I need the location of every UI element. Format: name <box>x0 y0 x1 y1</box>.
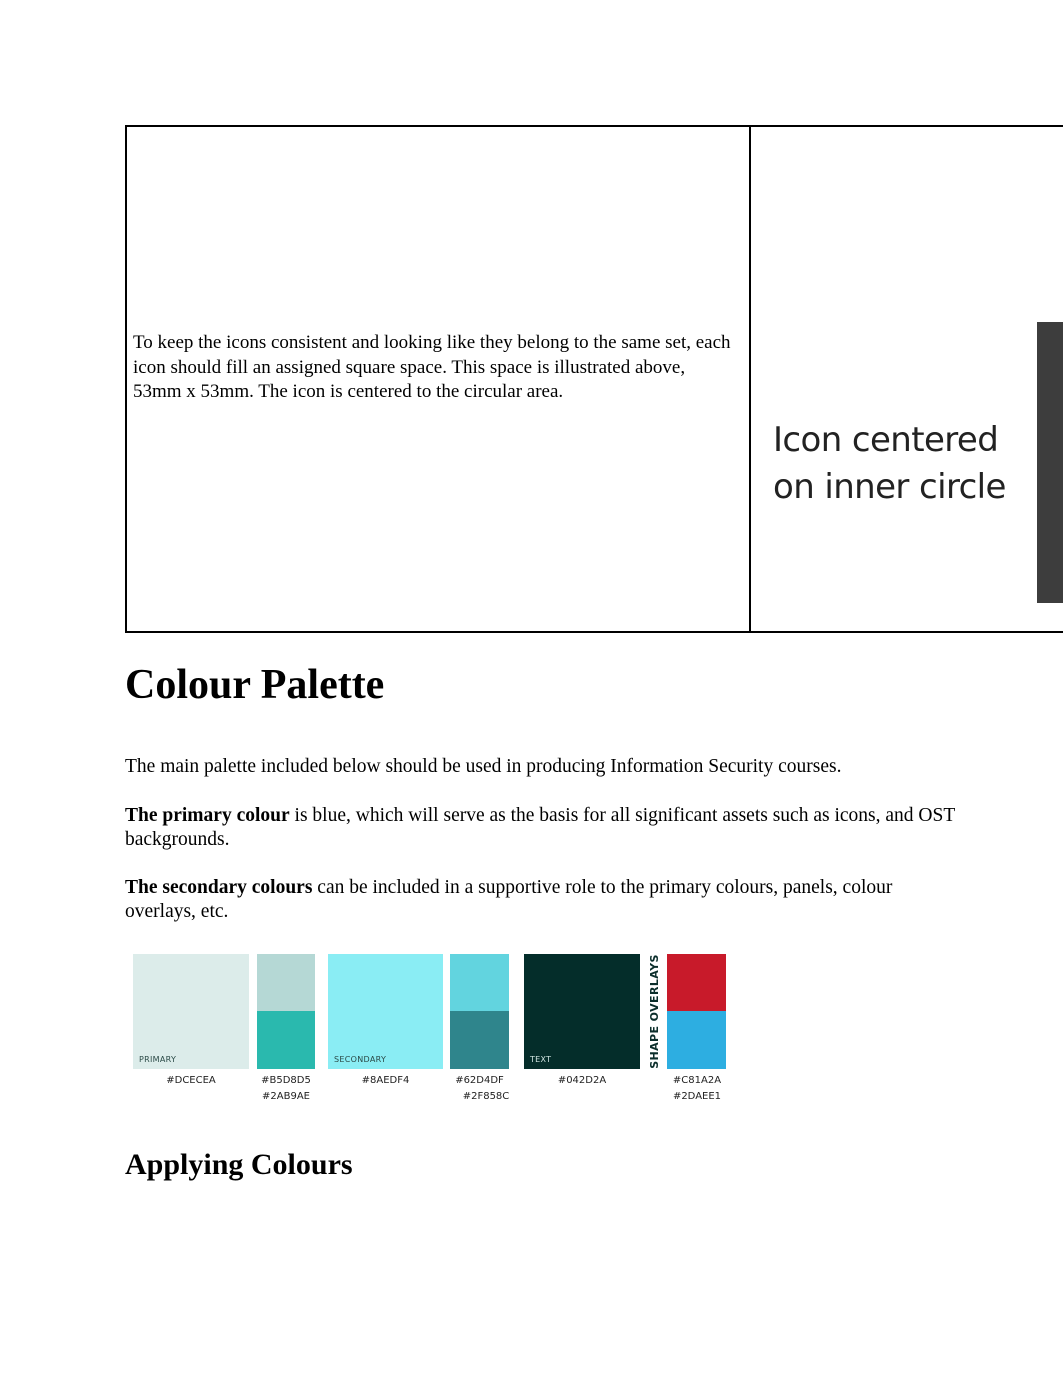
icon-spec-description: To keep the icons consistent and looking like they belong to the same set, each icon should fill an assigned square space. This space is illustrated above, 53mm x 53mm. The icon is centered to the circular area. <box>133 332 731 402</box>
swatch-secondary-bottom <box>450 1011 509 1069</box>
primary-colour-paragraph <box>125 804 955 851</box>
shape-overlays-text: SHAPE OVERLAYS <box>647 953 661 1069</box>
swatch-secondary-top <box>450 954 509 1011</box>
icon-spec-table <box>125 125 1063 633</box>
secondary-colour-bold: The secondary colours <box>125 877 313 898</box>
hex-secondary: #8AEDF4 <box>361 1075 410 1086</box>
table-divider <box>749 127 751 631</box>
caption-line-1: Icon centered <box>773 420 999 460</box>
hex-primary-top: #B5D8D5 <box>261 1075 311 1086</box>
swatch-primary-label: PRIMARY <box>139 1055 177 1064</box>
hex-primary-bottom: #2AB9AE <box>262 1091 310 1102</box>
primary-colour-bold: The primary colour <box>125 805 290 826</box>
swatch-secondary <box>328 954 443 1069</box>
primary-colour-text: is blue, which will serve as the basis for all significant assets such as icons, and OST backgrounds. <box>125 805 955 850</box>
swatch-overlay-bottom <box>667 1011 726 1069</box>
colour-palette-heading: Colour Palette <box>125 662 385 708</box>
hex-overlay-top: #C81A2A <box>672 1075 722 1086</box>
swatch-secondary-label: SECONDARY <box>334 1055 387 1064</box>
image-edge-bar <box>1037 322 1063 603</box>
shape-overlays-label <box>644 953 664 1069</box>
swatch-text-label: TEXT <box>530 1055 552 1064</box>
hex-primary: #DCECEA <box>166 1075 216 1086</box>
swatch-primary <box>133 954 249 1069</box>
swatch-primary-top <box>257 954 315 1011</box>
icon-centered-caption <box>773 417 1006 511</box>
hex-secondary-bottom: #2F858C <box>462 1091 510 1102</box>
palette-intro: The main palette included below should be used in producing Information Security courses. <box>125 756 842 777</box>
swatch-overlay-top <box>667 954 726 1011</box>
caption-line-2: on inner circle <box>773 467 1006 507</box>
hex-text: #042D2A <box>557 1075 607 1086</box>
swatch-primary-bottom <box>257 1011 315 1069</box>
secondary-colour-paragraph <box>125 876 955 923</box>
swatch-text <box>524 954 640 1069</box>
secondary-colour-text: can be included in a supportive role to the primary colours, panels, colour overlays, etc. <box>125 877 893 922</box>
hex-overlay-bottom: #2DAEE1 <box>672 1091 722 1102</box>
hex-secondary-top: #62D4DF <box>455 1075 504 1086</box>
applying-colours-heading: Applying Colours <box>125 1148 353 1181</box>
